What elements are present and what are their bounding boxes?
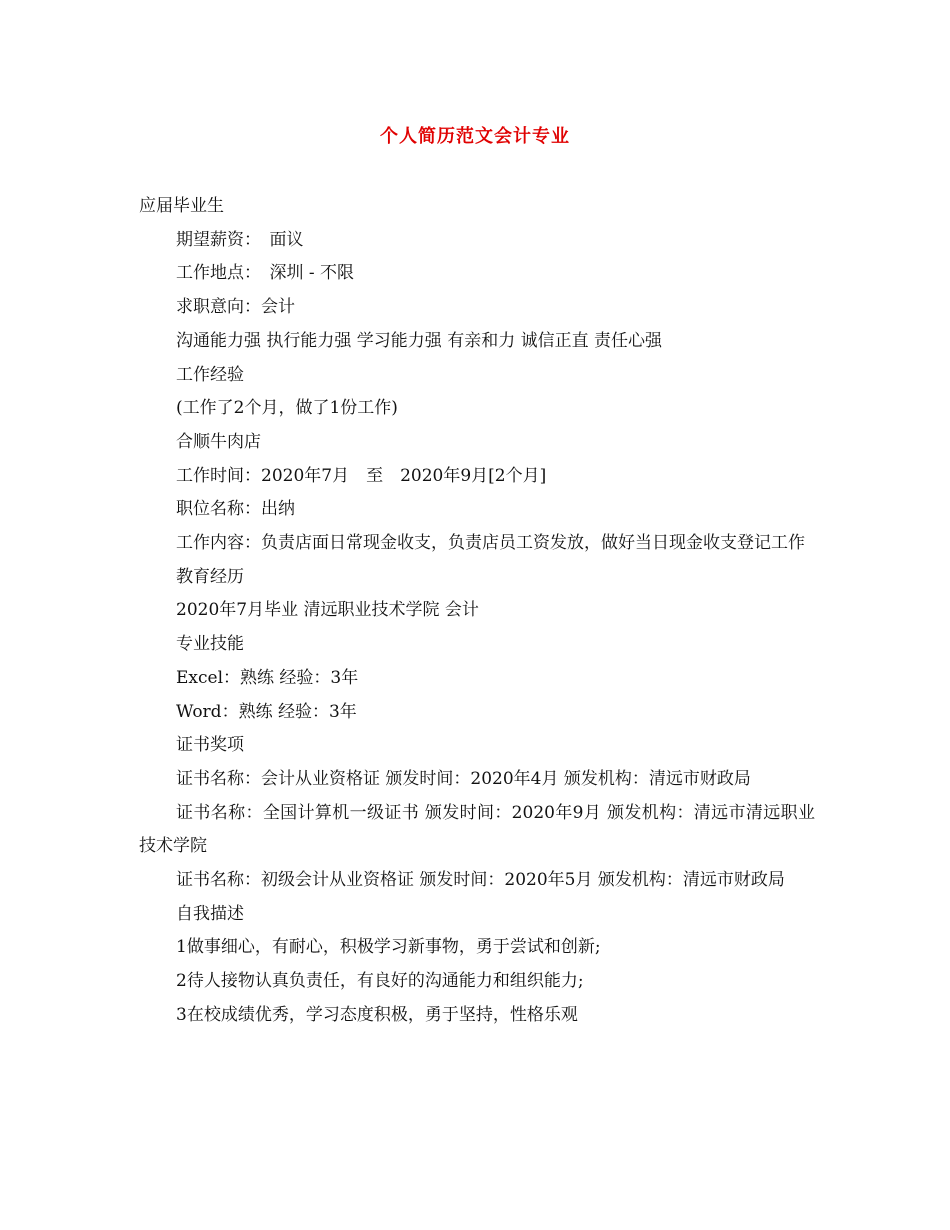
education-entry: 2020年7月毕业 清远职业技术学院 会计 <box>176 600 479 621</box>
resume-body <box>139 190 815 1033</box>
status-line: 应届毕业生 <box>139 196 224 216</box>
section-heading-self-description: 自我描述 <box>176 903 244 924</box>
strengths: 沟通能力强 执行能力强 学习能力强 有亲和力 诚信正直 责任心强 <box>176 330 663 351</box>
expected-salary: 期望薪资： 面议 <box>176 229 304 250</box>
skill-word: Word：熟练 经验：3年 <box>176 701 357 722</box>
job-description: 工作内容：负责店面日常现金收支，负责店员工资发放，做好当日现金收支登记工作 <box>176 533 805 554</box>
self-description-item: 3在校成绩优秀，学习态度积极，勇于坚持，性格乐观 <box>176 1004 578 1025</box>
position-title: 职位名称：出纳 <box>176 499 295 520</box>
section-heading-skills: 专业技能 <box>176 634 244 655</box>
certificate-entry: 证书名称：初级会计从业资格证 颁发时间：2020年5月 颁发机构：清远市财政局 <box>176 870 785 891</box>
section-heading-experience: 工作经验 <box>176 364 244 385</box>
certificate-entry: 证书名称：全国计算机一级证书 颁发时间：2020年9月 颁发机构：清远市清远职业技术学院 <box>139 802 815 857</box>
document-title: 个人简历范文会计专业 <box>380 126 570 147</box>
employer-name: 合顺牛肉店 <box>176 431 261 452</box>
experience-summary: (工作了2个月，做了1份工作) <box>176 398 398 419</box>
certificate-entry: 证书名称：会计从业资格证 颁发时间：2020年4月 颁发机构：清远市财政局 <box>176 768 751 789</box>
self-description-item: 1做事细心，有耐心，积极学习新事物，勇于尝试和创新; <box>176 937 601 958</box>
section-heading-education: 教育经历 <box>176 566 244 587</box>
self-description-item: 2待人接物认真负责任，有良好的沟通能力和组织能力; <box>176 971 584 992</box>
job-intention: 求职意向：会计 <box>176 297 295 318</box>
skill-excel: Excel：熟练 经验：3年 <box>176 667 359 688</box>
work-period: 工作时间：2020年7月 至 2020年9月[2个月] <box>176 465 547 486</box>
section-heading-certificates: 证书奖项 <box>176 735 244 756</box>
work-location: 工作地点： 深圳 - 不限 <box>176 263 355 284</box>
